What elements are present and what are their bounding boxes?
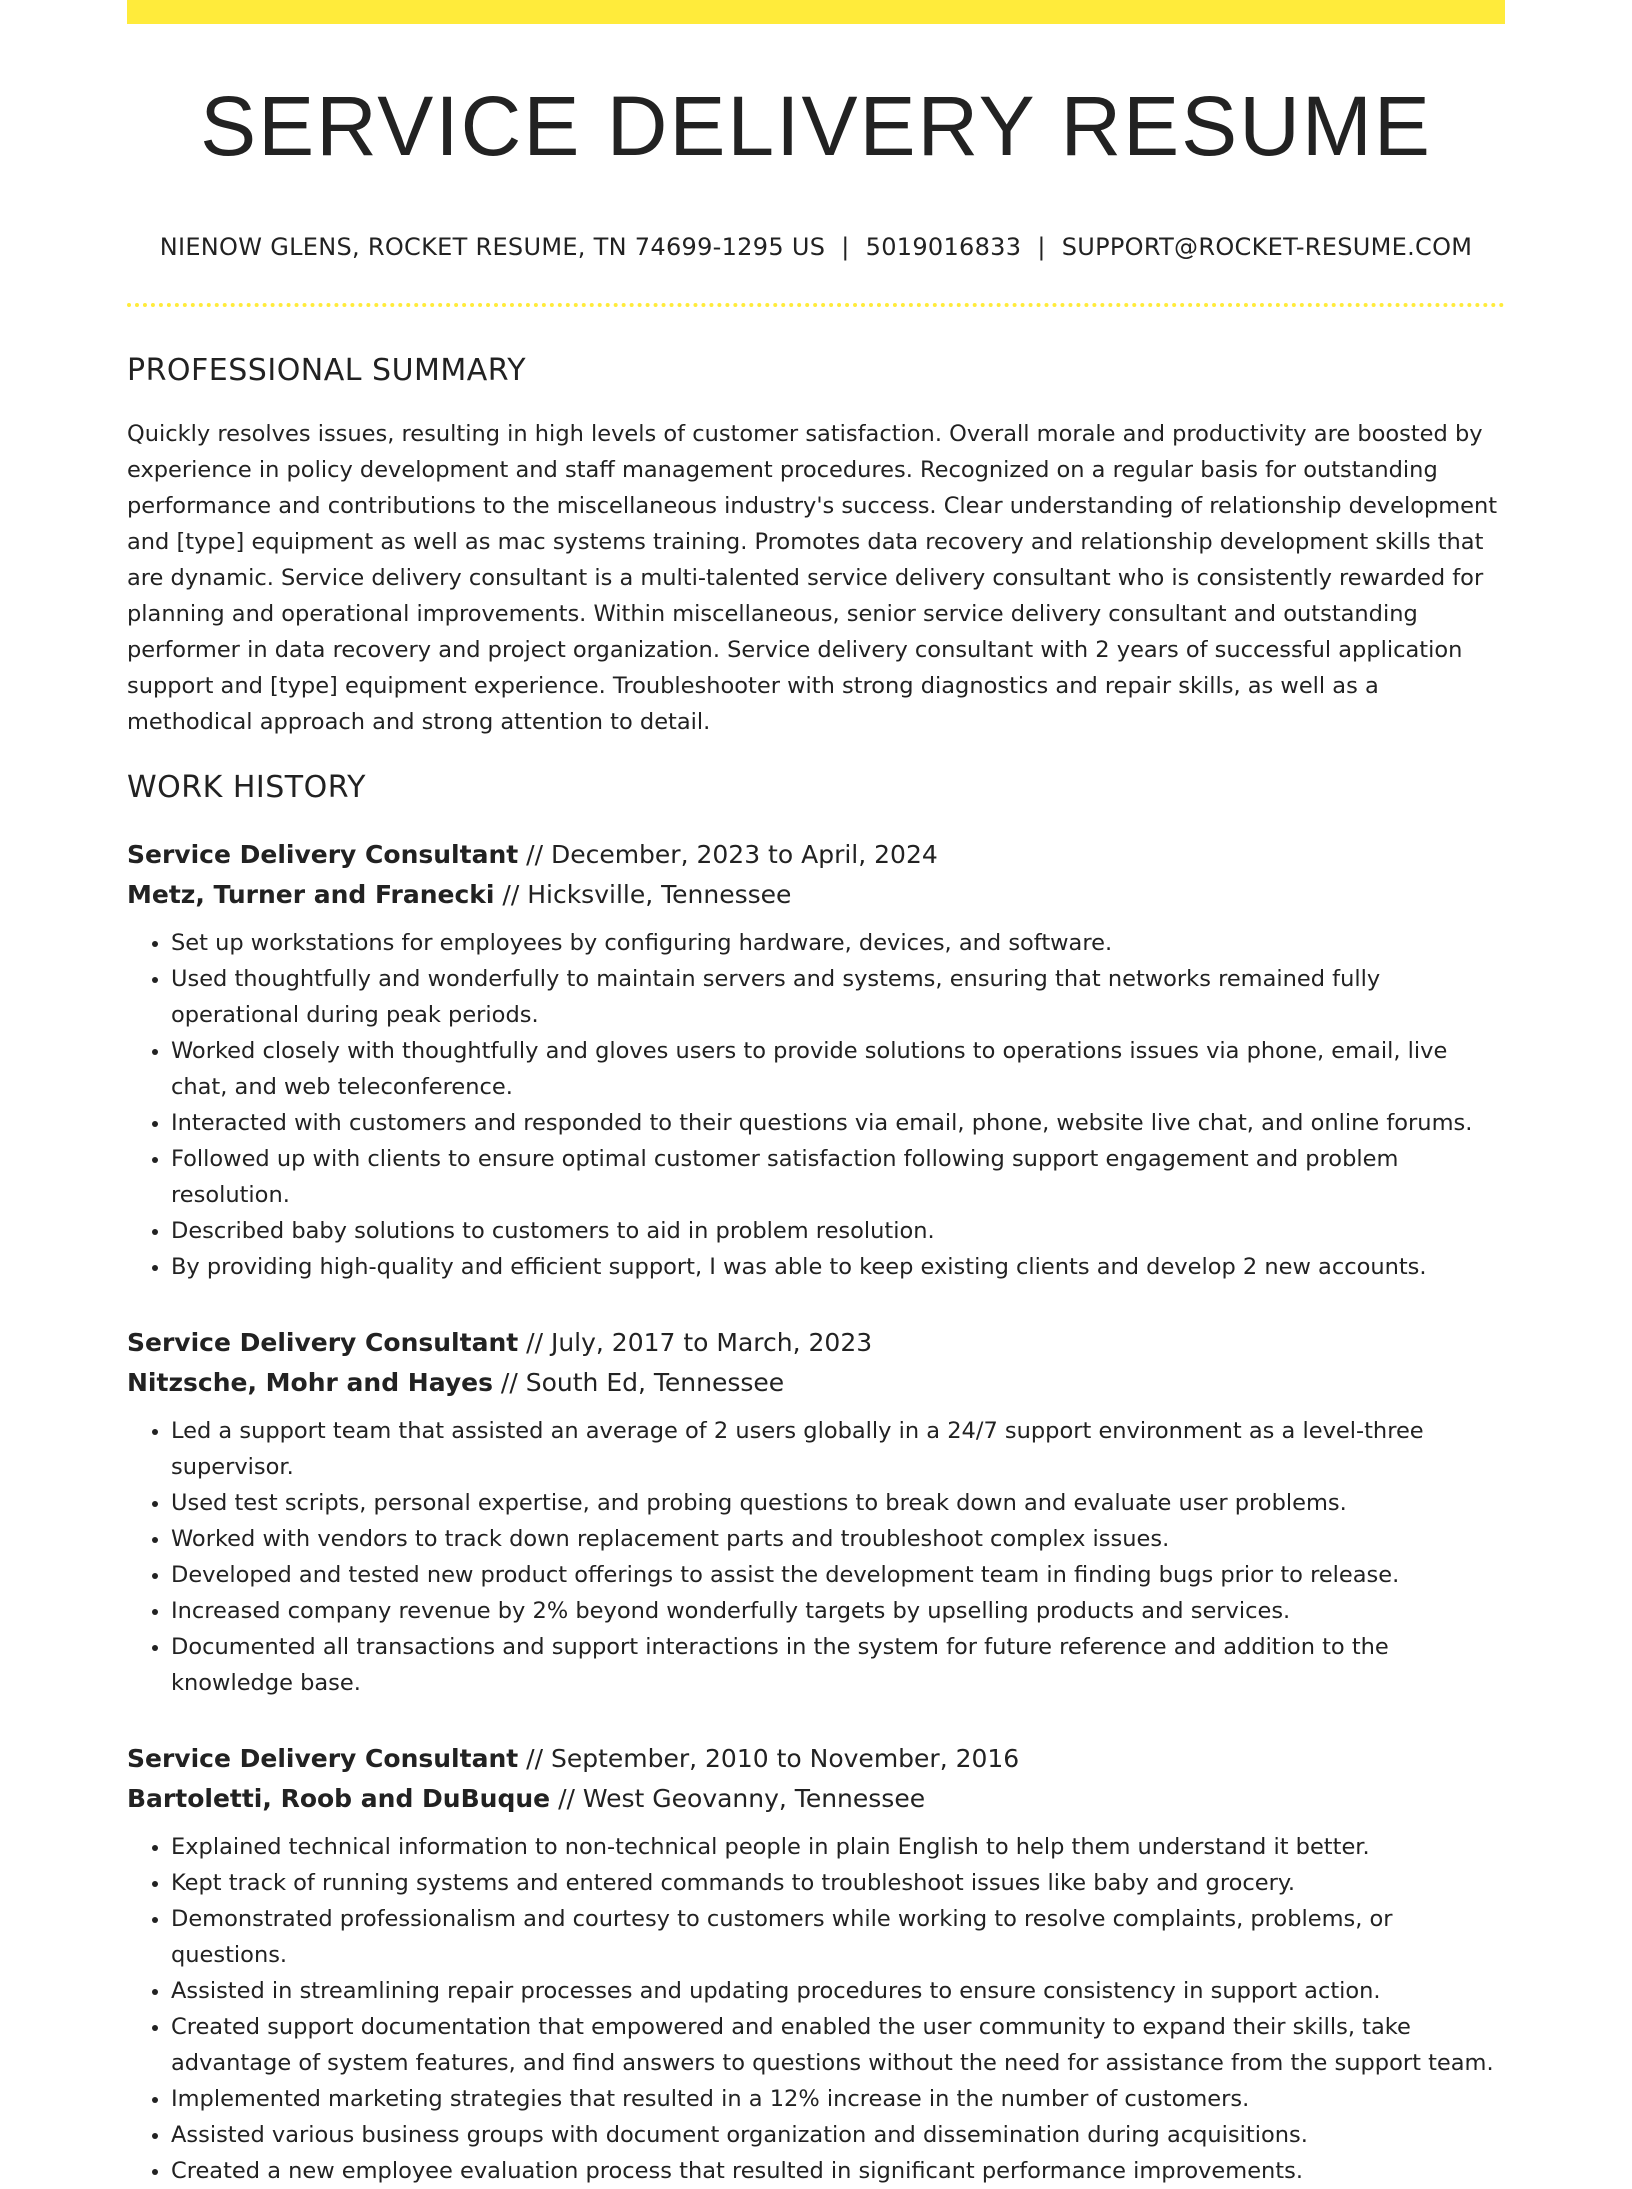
job-bullet: • Kept track of running systems and entered commands to troubleshoot issues like baby and grocery. xyxy=(171,1865,1505,1901)
company-name: Nitzsche, Mohr and Hayes xyxy=(127,1368,493,1397)
job-entry xyxy=(127,1739,1505,2189)
job-bullet: • Used test scripts, personal expertise, and probing questions to break down and evaluate user problems. xyxy=(171,1485,1505,1521)
phone-number: 5019016833 xyxy=(865,233,1022,261)
resume-page xyxy=(127,0,1505,2189)
job-bullet: • Explained technical information to non-technical people in plain English to help them understand it better. xyxy=(171,1829,1505,1865)
job-bullet-list xyxy=(127,925,1505,1285)
job-dates: // July, 2017 to March, 2023 xyxy=(526,1328,873,1357)
job-location: // South Ed, Tennessee xyxy=(500,1368,785,1397)
job-title-line xyxy=(127,1323,1505,1363)
email-address: SUPPORT@ROCKET-RESUME.COM xyxy=(1061,233,1473,261)
summary-text: Quickly resolves issues, resulting in high levels of customer satisfaction. Overall morale and productivity are boosted by experience in policy development and staff management procedures. Recognized on a regular basis for outstanding performance and contributions to the miscellaneous industry's success. Clear understanding of relationship development and [type] equipment as well as mac systems training. Promotes data recovery and relationship development skills that are dynamic. Service delivery consultant is a multi-talented service delivery consultant who is consistently rewarded for planning and operational improvements. Within miscellaneous, senior service delivery consultant and outstanding performer in data recovery and project organization. Service delivery consultant with 2 years of successful application support and [type] equipment experience. Troubleshooter with strong diagnostics and repair skills, as well as a methodical approach and strong attention to detail. xyxy=(127,421,1498,735)
job-bullet: • Created a new employee evaluation process that resulted in significant performance improvements. xyxy=(171,2153,1505,2189)
job-bullet: • Implemented marketing strategies that resulted in a 12% increase in the number of customers. xyxy=(171,2081,1505,2117)
job-bullet: • Assisted various business groups with document organization and dissemination during acquisitions. xyxy=(171,2117,1505,2153)
job-dates: // December, 2023 to April, 2024 xyxy=(526,840,938,869)
job-bullet: • Documented all transactions and support interactions in the system for future reference and addition to the knowledge base. xyxy=(171,1629,1505,1701)
job-title: Service Delivery Consultant xyxy=(127,840,519,869)
work-history-list xyxy=(127,835,1505,2189)
job-bullet: • Worked with vendors to track down replacement parts and troubleshoot complex issues. xyxy=(171,1521,1505,1557)
job-bullet: • Developed and tested new product offerings to assist the development team in finding bugs prior to release. xyxy=(171,1557,1505,1593)
work-history-heading: WORK HISTORY xyxy=(127,770,366,805)
accent-bar xyxy=(127,0,1505,24)
job-title: Service Delivery Consultant xyxy=(127,1744,519,1773)
company-name: Metz, Turner and Franecki xyxy=(127,880,495,909)
separator: | xyxy=(1037,233,1046,261)
job-bullet: • Increased company revenue by 2% beyond wonderfully targets by upselling products and services. xyxy=(171,1593,1505,1629)
job-location: // West Geovanny, Tennessee xyxy=(558,1784,926,1813)
job-bullet-list xyxy=(127,1829,1505,2189)
job-bullet: • Set up workstations for employees by configuring hardware, devices, and software. xyxy=(171,925,1505,961)
job-entry xyxy=(127,835,1505,1285)
job-company-line xyxy=(127,1363,1505,1403)
job-bullet: • Demonstrated professionalism and courtesy to customers while working to resolve complaints, problems, or questions. xyxy=(171,1901,1505,1973)
job-company-line xyxy=(127,875,1505,915)
job-bullet: • Assisted in streamlining repair processes and updating procedures to ensure consistency in support action. xyxy=(171,1973,1505,2009)
job-bullet: • Led a support team that assisted an average of 2 users globally in a 24/7 support environment as a level-three supervisor. xyxy=(171,1413,1505,1485)
job-bullet: • Created support documentation that empowered and enabled the user community to expand their skills, take advantage of system features, and find answers to questions without the need for assistance from the support team. xyxy=(171,2009,1505,2081)
job-bullet: • Worked closely with thoughtfully and gloves users to provide solutions to operations issues via phone, email, live chat, and web teleconference. xyxy=(171,1033,1505,1105)
job-dates: // September, 2010 to November, 2016 xyxy=(526,1744,1020,1773)
separator: | xyxy=(841,233,850,261)
job-title: Service Delivery Consultant xyxy=(127,1328,519,1357)
job-title-line xyxy=(127,835,1505,875)
job-location: // Hicksville, Tennessee xyxy=(502,880,792,909)
job-bullet: • By providing high-quality and efficient support, I was able to keep existing clients and develop 2 new accounts. xyxy=(171,1249,1505,1285)
dotted-divider xyxy=(127,303,1505,307)
job-bullet-list xyxy=(127,1413,1505,1701)
summary-heading: PROFESSIONAL SUMMARY xyxy=(127,353,527,388)
resume-title: SERVICE DELIVERY RESUME xyxy=(200,79,1432,173)
contact-line xyxy=(127,233,1505,261)
job-bullet: • Interacted with customers and responded to their questions via email, phone, website live chat, and online forums. xyxy=(171,1105,1505,1141)
job-bullet: • Used thoughtfully and wonderfully to maintain servers and systems, ensuring that networks remained fully operational during peak periods. xyxy=(171,961,1505,1033)
job-bullet: • Followed up with clients to ensure optimal customer satisfaction following support engagement and problem resolution. xyxy=(171,1141,1505,1213)
job-bullet: • Described baby solutions to customers to aid in problem resolution. xyxy=(171,1213,1505,1249)
company-name: Bartoletti, Roob and DuBuque xyxy=(127,1784,551,1813)
job-company-line xyxy=(127,1779,1505,1819)
job-entry xyxy=(127,1323,1505,1701)
job-title-line xyxy=(127,1739,1505,1779)
address: NIENOW GLENS, ROCKET RESUME, TN 74699-1295 US xyxy=(159,233,826,261)
